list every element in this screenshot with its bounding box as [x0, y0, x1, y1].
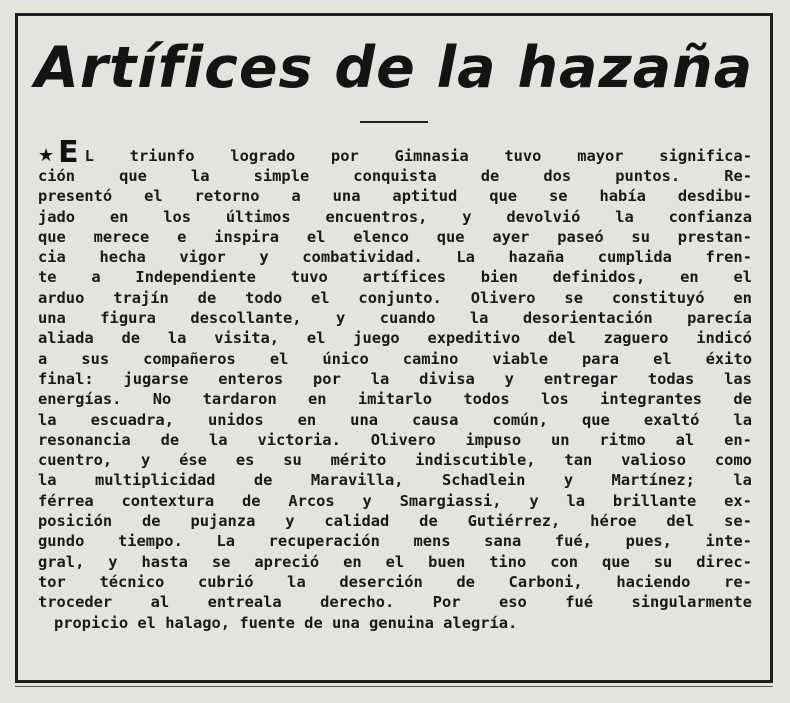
article-word: ex-	[724, 491, 752, 510]
article-word: se	[211, 552, 231, 571]
article-word: de	[456, 572, 475, 591]
article-word: su	[283, 451, 302, 470]
article-word: sus	[81, 349, 110, 368]
article-word: el	[144, 187, 163, 206]
article-word: la	[566, 491, 586, 510]
article-word: una	[38, 309, 66, 328]
article-word: entreala	[207, 593, 282, 612]
article-line	[38, 227, 752, 247]
article-word: resonancia	[38, 430, 131, 449]
article-word: su	[653, 552, 673, 571]
article-word: hasta	[141, 552, 188, 571]
article-word: hecha	[99, 248, 146, 267]
article-word: juego	[353, 329, 400, 348]
article-word: imitarlo	[357, 390, 433, 409]
article-word: por	[330, 146, 359, 165]
article-word: definidos,	[552, 268, 646, 287]
article-word: en	[733, 288, 752, 307]
article-word: posición	[38, 512, 113, 531]
article-word: inspira	[214, 227, 280, 246]
article-word: de	[733, 390, 752, 409]
article-word: pujanza	[190, 512, 256, 531]
article-word: brillante	[612, 491, 697, 510]
article-word: a	[38, 349, 48, 368]
article-word: aptitud	[392, 187, 458, 206]
article-word: héroe	[590, 512, 637, 531]
article-word: en	[680, 268, 699, 287]
article-word: Olivero	[470, 288, 536, 307]
article-word: tor	[38, 572, 66, 591]
article-word: tiempo.	[117, 532, 183, 551]
article-word: y	[529, 491, 539, 510]
article-line	[38, 511, 752, 531]
article-line	[38, 267, 752, 287]
article-word: re-	[724, 572, 752, 591]
article-word: y	[362, 491, 372, 510]
article-word: divisa	[419, 369, 475, 388]
article-word: combatividad.	[302, 248, 423, 267]
article-word: se	[564, 288, 583, 307]
article-word: mayor	[577, 146, 624, 165]
article-word: recuperación	[268, 532, 380, 551]
article-word: Por	[432, 593, 461, 612]
article-word: Gutiérrez,	[467, 512, 561, 531]
article-word: y	[504, 369, 514, 388]
article-word: encuentros,	[325, 207, 428, 226]
article-word: Olivero	[370, 430, 436, 449]
article-word: confianza	[668, 207, 752, 226]
article-word: Carboni,	[508, 572, 583, 591]
article-word: éxito	[705, 349, 752, 368]
article-word: La	[216, 532, 236, 551]
article-word: que	[436, 227, 465, 246]
article-word: gundo	[38, 532, 85, 551]
article-line	[38, 430, 752, 450]
article-word: deserción	[339, 572, 423, 591]
article-word: y	[563, 471, 574, 490]
article-word: bien	[480, 268, 518, 287]
article-word: cumplida	[597, 248, 672, 267]
article-word: No	[152, 390, 172, 409]
article-word: técnico	[99, 572, 165, 591]
article-word: a	[291, 187, 301, 206]
article-word: Schadlein	[441, 471, 526, 490]
article-line	[38, 369, 752, 389]
article-word: buen	[428, 552, 466, 571]
article-word: ayer	[492, 227, 530, 246]
article-line	[38, 491, 752, 511]
article-word: te	[38, 268, 57, 287]
article-word: desorientación	[522, 309, 653, 328]
article-word: mérito	[330, 451, 387, 470]
article-word: final:	[38, 369, 94, 388]
article-line: propicio el halago, fuente de una genuina alegría.	[54, 613, 518, 632]
article-line	[38, 328, 752, 348]
article-word: de	[480, 167, 500, 185]
article-word: de	[253, 471, 273, 490]
article-word: que	[581, 410, 610, 429]
article-word: tuvo	[504, 146, 542, 165]
article-word: su	[631, 227, 650, 246]
article-word: arduo	[38, 288, 85, 307]
article-word: la	[209, 430, 228, 449]
article-word: el	[306, 227, 326, 246]
article-word: y	[336, 309, 346, 328]
article-word: se-	[724, 512, 752, 531]
article-word: ritmo	[599, 430, 646, 449]
article-word: Smargiassi,	[399, 491, 502, 510]
article-word: retorno	[194, 187, 260, 206]
article-word: como	[714, 451, 752, 470]
article-word: valioso	[621, 451, 686, 470]
article-word: todos	[463, 390, 510, 409]
article-word: que	[119, 167, 147, 185]
article-line	[38, 552, 752, 572]
article-word: único	[322, 349, 369, 368]
article-word: que	[489, 187, 518, 206]
article-word: una	[332, 187, 361, 206]
article-word: y	[108, 552, 118, 571]
article-word: el	[733, 268, 752, 287]
article-word: presentó	[38, 187, 113, 206]
article-word: es	[235, 451, 255, 470]
article-word: aliada	[38, 329, 94, 348]
article-word: a	[91, 268, 101, 287]
article-word: unidos	[207, 410, 264, 429]
article-word: y	[141, 451, 151, 470]
article-line	[38, 349, 752, 369]
article-word: elenco	[353, 227, 409, 246]
article-word: camino	[402, 349, 459, 368]
article-word: indicó	[696, 329, 752, 348]
article-word: mens	[413, 532, 451, 551]
article-word: gral,	[38, 552, 85, 571]
article-word: el	[311, 288, 330, 307]
article-word: exaltó	[643, 410, 700, 429]
first-line-text	[85, 146, 752, 166]
star-icon: ★	[38, 145, 55, 166]
article-word: tuvo	[290, 268, 328, 287]
article-word: la	[733, 410, 752, 429]
article-word: artífices	[362, 268, 446, 287]
article-word: triunfo	[129, 146, 195, 165]
article-word: apreció	[254, 552, 320, 571]
article-line	[38, 186, 752, 206]
bottom-divider	[15, 686, 773, 687]
article-word: de	[197, 288, 217, 307]
article-word: victoria.	[257, 430, 341, 449]
article-word: últimos	[225, 207, 291, 226]
article-word: fué,	[554, 532, 592, 551]
headline-divider	[360, 121, 428, 123]
article-word: todo	[245, 288, 283, 307]
article-line	[38, 410, 752, 430]
article-word: una	[350, 410, 378, 429]
article-headline: Artífices de la hazaña	[34, 35, 754, 101]
article-line-first	[38, 135, 752, 170]
article-line	[38, 308, 752, 328]
article-word: prestan-	[677, 227, 752, 246]
article-word: había	[599, 187, 646, 206]
article-word: parecía	[687, 309, 752, 328]
article-word: ción	[38, 167, 76, 185]
article-word: cuando	[379, 309, 436, 328]
article-word: el	[653, 349, 672, 368]
article-word: en	[343, 552, 362, 571]
article-word: viable	[492, 349, 548, 368]
article-body	[38, 135, 752, 633]
article-word: impuso	[465, 430, 522, 449]
article-word: al	[150, 593, 170, 612]
article-word: enteros	[218, 369, 284, 388]
article-line	[38, 166, 752, 186]
article-word: la	[733, 471, 752, 490]
article-word: fren-	[705, 248, 752, 267]
article-line	[38, 572, 752, 592]
article-word: se	[549, 187, 568, 206]
article-word: común,	[492, 410, 548, 429]
article-word: visita,	[214, 329, 280, 348]
article-word: de	[241, 491, 261, 510]
article-word: Gimnasia	[394, 146, 469, 165]
article-word: los	[541, 390, 569, 409]
article-word: dos	[543, 167, 572, 185]
article-word: las	[724, 369, 752, 388]
article-word: Martínez;	[611, 471, 695, 490]
article-word: merece	[93, 227, 150, 246]
article-word: conjunto.	[358, 288, 442, 307]
article-word: sana	[484, 532, 522, 551]
article-word: en	[109, 207, 129, 226]
article-word: simple	[253, 167, 310, 185]
article-word: al	[675, 430, 695, 449]
article-word: y	[285, 512, 295, 531]
article-word: jugarse	[123, 369, 189, 388]
article-line	[38, 207, 752, 227]
article-word: de	[160, 430, 180, 449]
article-lead	[38, 135, 85, 170]
article-word: figura	[100, 309, 156, 328]
article-word: Independiente	[135, 268, 256, 287]
article-line	[38, 247, 752, 267]
article-word: entregar	[543, 369, 618, 388]
article-word: un	[551, 430, 570, 449]
article-word: del	[666, 512, 695, 531]
article-word: La	[456, 248, 475, 267]
article-word: la	[370, 369, 390, 388]
article-word: descollante,	[190, 309, 302, 328]
article-word: fué	[565, 593, 594, 612]
article-word: y	[462, 207, 472, 226]
article-word: indiscutible,	[415, 451, 536, 470]
article-word: devolvió	[506, 207, 581, 226]
article-word: y	[259, 248, 269, 267]
article-word: de	[419, 512, 438, 531]
article-word: Arcos	[288, 491, 335, 510]
article-word: el	[385, 552, 405, 571]
article-line	[38, 450, 752, 470]
article-word: zaguero	[603, 329, 669, 348]
article-line	[38, 389, 752, 409]
article-word: tan	[564, 451, 593, 470]
article-word: con	[550, 552, 579, 571]
article-line	[38, 592, 752, 612]
article-word: los	[163, 207, 192, 226]
article-word: la	[469, 309, 489, 328]
article-word: causa	[412, 410, 459, 429]
article-word: ése	[179, 451, 207, 470]
article-word: calidad	[324, 512, 390, 531]
article-word: todas	[647, 369, 695, 388]
article-word: multiplicidad	[94, 471, 216, 490]
article-word: en	[297, 410, 317, 429]
article-word: desdibu-	[677, 187, 752, 206]
article-word: contextura	[121, 491, 215, 510]
article-word: direc-	[696, 552, 752, 571]
article-word: L	[84, 146, 94, 165]
article-word: haciendo	[616, 572, 691, 591]
article-line	[38, 470, 752, 490]
article-word: e	[177, 227, 187, 246]
article-word: el	[306, 329, 326, 348]
article-word: Maravilla,	[310, 471, 404, 490]
article-word: escuadra,	[90, 410, 174, 429]
article-word: cuentro,	[38, 451, 113, 470]
article-word: del	[547, 329, 576, 348]
article-word: en-	[724, 430, 752, 449]
article-word: energías.	[38, 390, 122, 409]
article-word: paseó	[557, 227, 604, 246]
article-word: la	[167, 329, 187, 348]
article-word: vigor	[179, 248, 226, 267]
article-word: hazaña	[508, 248, 565, 267]
article-word: constituyó	[611, 288, 705, 307]
article-word: compañeros	[143, 349, 236, 368]
article-word: en	[308, 390, 327, 409]
article-word: singularmente	[631, 593, 752, 612]
article-word: trajín	[113, 288, 169, 307]
article-word: Re-	[724, 167, 752, 185]
article-word: la	[287, 572, 306, 591]
article-word: que	[38, 227, 66, 246]
drop-cap: E	[58, 135, 79, 170]
article-word: pues,	[625, 532, 672, 551]
article-word: conquista	[353, 167, 437, 185]
article-word: cia	[38, 248, 66, 267]
article-line	[38, 531, 752, 551]
article-word: inte-	[705, 532, 752, 551]
article-word: para	[581, 349, 620, 368]
article-word: expeditivo	[427, 329, 521, 348]
article-word: tino	[489, 552, 527, 571]
article-word: eso	[498, 593, 527, 612]
article-word: puntos.	[615, 167, 681, 185]
article-word: la	[191, 167, 210, 185]
article-word: jado	[38, 207, 76, 226]
article-word: la	[38, 410, 57, 429]
article-word: el	[269, 349, 289, 368]
article-word: por	[313, 369, 341, 388]
article-word: de	[142, 512, 161, 531]
article-word: logrado	[230, 146, 296, 165]
article-word: que	[601, 552, 630, 571]
article-word: derecho.	[320, 593, 395, 612]
article-line	[38, 288, 752, 308]
article-word: troceder	[38, 593, 113, 612]
article-word: férrea	[38, 491, 94, 510]
article-word: de	[121, 329, 140, 348]
article-word: tardaron	[202, 390, 277, 409]
article-word: significa-	[659, 146, 752, 165]
article-word: cubrió	[197, 572, 254, 591]
article-word: la	[615, 207, 634, 226]
article-word: integrantes	[600, 390, 703, 409]
article-word: la	[38, 471, 57, 490]
